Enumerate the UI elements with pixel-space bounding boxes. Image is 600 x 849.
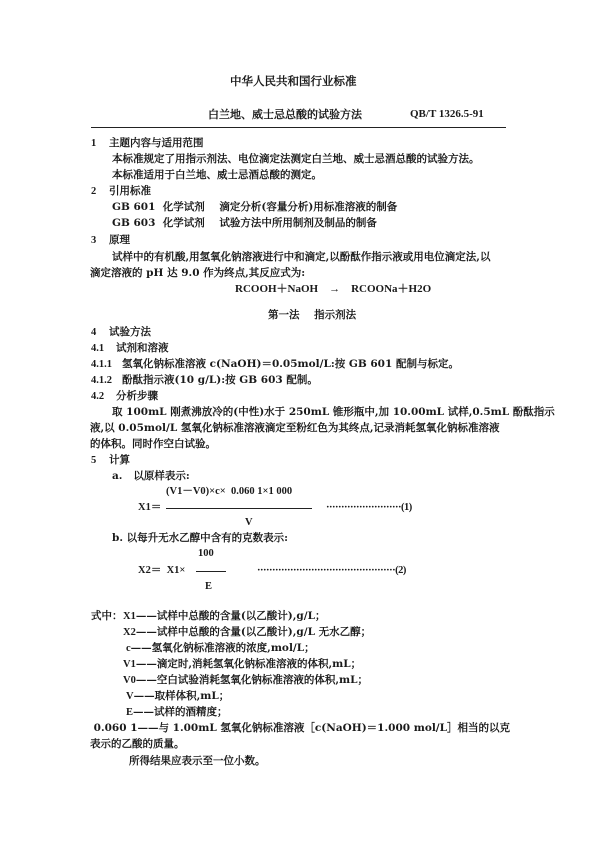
section-text: 酚酞指示液(10 g/L):按 GB 603 配制。 (122, 374, 318, 386)
section-2-heading (91, 186, 151, 198)
section-number: 3 (91, 235, 97, 246)
section-4-2-paragraph-2: 液,以 0.05mol/L 氢氧化钠标准溶液滴定至粉红色为其终点,记录消耗氢氧化钠标准溶液 (90, 422, 500, 434)
formula-1-fraction-bar (166, 508, 312, 509)
section-4-1-1 (91, 359, 459, 371)
section-number: 4 (91, 327, 97, 338)
section-3-heading (91, 235, 130, 247)
result-precision-note: 所得结果应表示至一位小数。 (129, 755, 266, 767)
header-rule (91, 127, 506, 128)
legend-description: ——滴定时,消耗氢氧化钠标准溶液的体积,mL； (135, 658, 362, 670)
reference-gb601: GB 601 化学试剂 滴定分析(容量分析)用标准溶液的制备 (112, 201, 398, 213)
legend-symbol: V0 (123, 675, 136, 686)
formula-b-label: b. 以每升无水乙醇中含有的克数表示: (112, 532, 289, 544)
formula-2-denominator: E (205, 581, 213, 592)
standard-organization: 中华人民共和国行业标准 (230, 74, 357, 88)
constant-definition-line-1: 0.060 1——与 1.00mL 氢氧化钠标准溶液［c(NaOH)＝1.000 mol/L］相当的以克 (90, 722, 511, 734)
formula-2-fraction-bar (196, 571, 226, 572)
section-4-1-heading (91, 343, 169, 355)
formula-1-denominator: V (245, 517, 253, 528)
legend-item-v (126, 691, 229, 703)
section-1-heading (91, 138, 204, 150)
formula-a-label: a. 以原样表示: (112, 470, 190, 482)
section-number: 1 (91, 138, 97, 149)
legend-description: ——试样中总酸的含量(以乙酸计),g/L 无水乙醇； (135, 626, 372, 638)
section-4-1-2 (91, 375, 318, 387)
section-number: 4.1.1 (91, 359, 112, 370)
constant-definition-line-2: 表示的乙酸的质量。 (90, 738, 185, 750)
legend-description: ——试样中总酸的含量(以乙酸计),g/L； (135, 610, 326, 622)
legend-item-c (126, 643, 315, 655)
method-title: 第一法 指示剂法 (268, 309, 357, 321)
formula-1-number: ·························(1) (326, 502, 412, 513)
section-3-paragraph-2: 滴定溶液的 pH 达 9.0 作为终点,其反应式为: (90, 267, 306, 279)
formula-1-numerator: (V1－V0)×c× 0.060 1×1 000 (166, 486, 293, 497)
section-title: 主题内容与适用范围 (109, 137, 204, 149)
legend-symbol: X1 (123, 611, 136, 622)
section-1-paragraph-2: 本标准适用于白兰地、威士忌酒总酸的测定。 (112, 169, 322, 181)
section-title: 分析步骤 (116, 390, 158, 402)
section-title: 原理 (109, 234, 130, 246)
legend-symbol: c (126, 643, 131, 654)
section-number: 4.1.2 (91, 375, 112, 386)
section-4-2-heading (91, 391, 158, 403)
legend-item-x2 (123, 627, 371, 639)
section-3-paragraph-1: 试样中的有机酸,用氢氧化钠溶液进行中和滴定,以酚酞作指示液或用电位滴定法,以 (112, 251, 491, 263)
section-number: 4.1 (91, 343, 105, 354)
section-title: 试验方法 (109, 326, 151, 338)
legend-item-x1 (123, 611, 326, 623)
section-5-heading (91, 455, 130, 467)
section-1-paragraph-1: 本标准规定了用指示剂法、电位滴定法测定白兰地、威士忌酒总酸的试验方法。 (112, 153, 480, 165)
section-number: 5 (91, 455, 97, 466)
legend-intro: 式中： (91, 610, 123, 622)
legend-item-v1 (123, 659, 361, 671)
formula-1-lhs: X1＝ (138, 502, 162, 513)
section-title: 试剂和溶液 (116, 342, 169, 354)
legend-description: ——氢氧化钠标准溶液的浓度,mol/L； (130, 642, 315, 654)
section-4-heading (91, 327, 151, 339)
section-4-2-paragraph-3: 的体积。同时作空白试验。 (90, 438, 216, 450)
section-number: 4.2 (91, 391, 105, 402)
section-title: 计算 (109, 454, 130, 466)
legend-symbol: E (126, 707, 134, 718)
legend-item-e (126, 707, 228, 719)
legend-symbol: X2 (123, 627, 136, 638)
reference-gb603: GB 603 化学试剂 试验方法中所用制剂及制品的制备 (112, 217, 377, 229)
section-text: 氢氧化钠标准溶液 c(NaOH)＝0.05mol/L:按 GB 601 配制与标定。 (122, 358, 459, 370)
legend-description: ——空白试验消耗氢氧化钠标准溶液的体积,mL； (135, 674, 368, 686)
legend-symbol: V1 (123, 659, 136, 670)
formula-2-numerator: 100 (198, 548, 214, 559)
legend-item-v0 (123, 675, 368, 687)
formula-2-number: ··············································(2) (257, 565, 406, 576)
section-title: 引用标准 (109, 185, 151, 197)
section-4-2-paragraph-1: 取 100mL 刚煮沸放冷的(中性)水于 250mL 锥形瓶中,加 10.00mL 试样,0.5mL 酚酞指示 (112, 406, 555, 418)
legend-description: ——取样体积,mL； (133, 690, 230, 702)
legend-symbol: V (126, 691, 134, 702)
reaction-equation: RCOOH＋NaOH → RCOONa＋H2O (235, 283, 432, 295)
standard-code: QB/T 1326.5-91 (410, 108, 484, 120)
section-number: 2 (91, 186, 97, 197)
formula-2-lhs: X2＝ X1× (138, 565, 186, 576)
document-title: 白兰地、威士忌总酸的试验方法 (208, 108, 362, 121)
legend-description: ——试样的酒精度； (133, 706, 228, 718)
